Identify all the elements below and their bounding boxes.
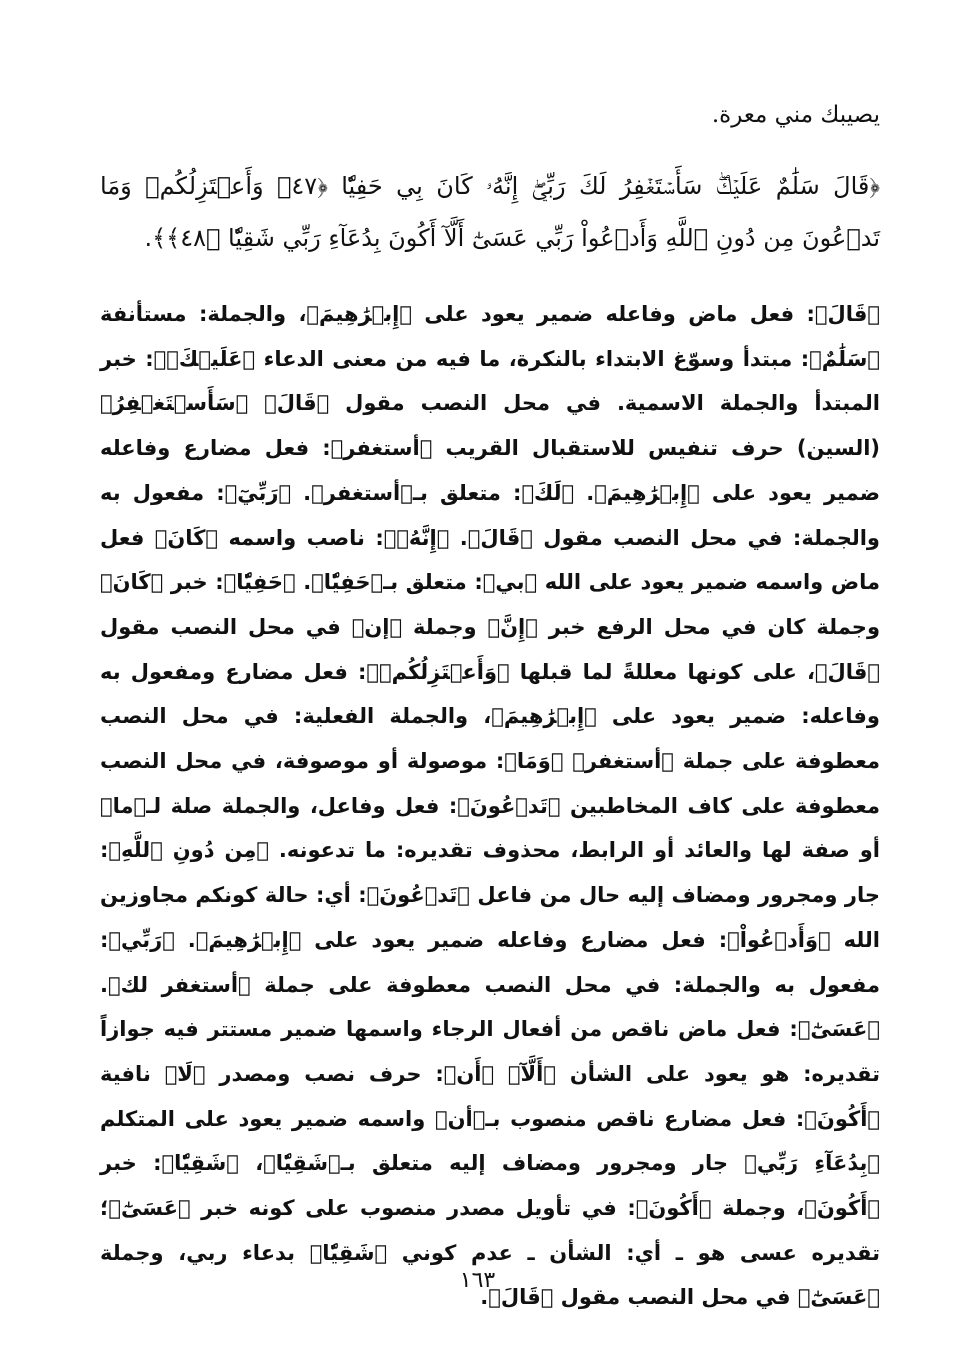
quran-verse: ﴿قَالَ سَلَٰمٌ عَلَيۡكَۖ سَأَسۡتَغۡفِرُ لَكَ رَبِّيٓۖ إِنَّهُۥ كَانَ بِي حَفِيّٗا ﴿٤٧﴾ وَأَعۡتَزِلُكُمۡ وَمَا تَدۡعُونَ مِن دُونِ ٱللَّهِ وَأَدۡعُواْ رَبِّي عَسَىٰٓ أَلَّآ أَكُونَ بِدُعَآءِ رَبِّي شَقِيّٗا ﴿٤٨﴾﴾. [100,172,880,252]
grammatical-commentary: ﴿قَالَ﴾: فعل ماض وفاعله ضمير يعود على ﴿إِبۡرَٰهِيمَ﴾، والجملة: مستأنفة ﴿سَلَٰمٌ﴾: مبتدأ وسوّغ الابتداء بالنكرة، ما فيه من معنى الدعاء ﴿عَلَيۡكَۖ﴾: خبر المبتدأ والجملة الاسمية. في محل النصب مقول ﴿قَالَ﴾ ﴿سَأَسۡتَغۡفِرُ﴾ (السين) حرف تنفيس للاستقبال القريب ﴿أستغفر﴾: فعل مضارع وفاعله ضمير يعود على ﴿إِبۡرَٰهِيمَ﴾. ﴿لَكَ﴾: متعلق بـ﴿أستغفر﴾. ﴿رَبِّيٓ﴾: مفعول به والجملة: في محل النصب مقول ﴿قَالَ﴾. ﴿إِنَّهُۥ﴾: ناصب واسمه ﴿كَانَ﴾ فعل ماض واسمه ضمير يعود على الله ﴿بي﴾: متعلق بـ﴿حَفِيّٗا﴾. ﴿حَفِيّٗا﴾: خبر ﴿كَانَ﴾ وجملة كان في محل الرفع خبر ﴿إِنَّ﴾ وجملة ﴿إن﴾ في محل النصب مقول ﴿قَالَ﴾، على كونها معللةً لما قبلها ﴿وَأَعۡتَزِلُكُمۡ﴾: فعل مضارع ومفعول به وفاعله: ضمير يعود على ﴿إِبۡرَٰهِيمَ﴾، والجملة الفعلية: في محل النصب معطوفة على جملة ﴿أستغفر﴾ ﴿وَمَا﴾: موصولة أو موصوفة، في محل النصب معطوفة على كاف المخاطبين ﴿تَدۡعُونَ﴾: فعل وفاعل، والجملة صلة لـ﴿ما﴾ أو صفة لها والعائد أو الرابط، محذوف تقديره: ما تدعونه. ﴿مِن دُونِ ٱللَّهِ﴾: جار ومجرور ومضاف إليه حال من فاعل ﴿تَدۡعُونَ﴾: أي: حالة كونكم مجاوزين الله ﴿وَأَدۡعُواْ﴾: فعل مضارع وفاعله ضمير يعود على ﴿إِبۡرَٰهِيمَ﴾. ﴿رَبِّي﴾: مفعول به والجملة: في محل النصب معطوفة على جملة ﴿أستغفر لك﴾. ﴿عَسَىٰٓ﴾: فعل ماض ناقص من أفعال الرجاء واسمها ضمير مستتر فيه جوازاً تقديره: هو يعود على الشأن ﴿أَلَّآ﴾ ﴿أَن﴾: حرف نصب ومصدر ﴿لَا﴾ نافية ﴿أَكُونَ﴾: فعل مضارع ناقص منصوب بـ﴿أن﴾ واسمه ضمير يعود على المتكلم ﴿بِدُعَآءِ رَبِّي﴾ جار ومجرور ومضاف إليه متعلق بـ﴿شَقِيّٗا﴾، ﴿شَقِيّٗا﴾: خبر ﴿أَكُونَ﴾، وجملة ﴿أَكُونَ﴾: في تأويل مصدر منصوب على كونه خبر ﴿عَسَىٰٓ﴾؛ تقديره عسى هو ـ أي: الشأن ـ عدم كوني ﴿شَقِيّٗا﴾ بدعاء ربي، وجملة ﴿عَسَىٰٓ﴾ في محل النصب مقول ﴿قَالَ﴾. [100,302,880,1310]
page-number: ١٦٣ [459,1268,496,1293]
intro-line: يصيبك مني معرة. [711,102,880,128]
